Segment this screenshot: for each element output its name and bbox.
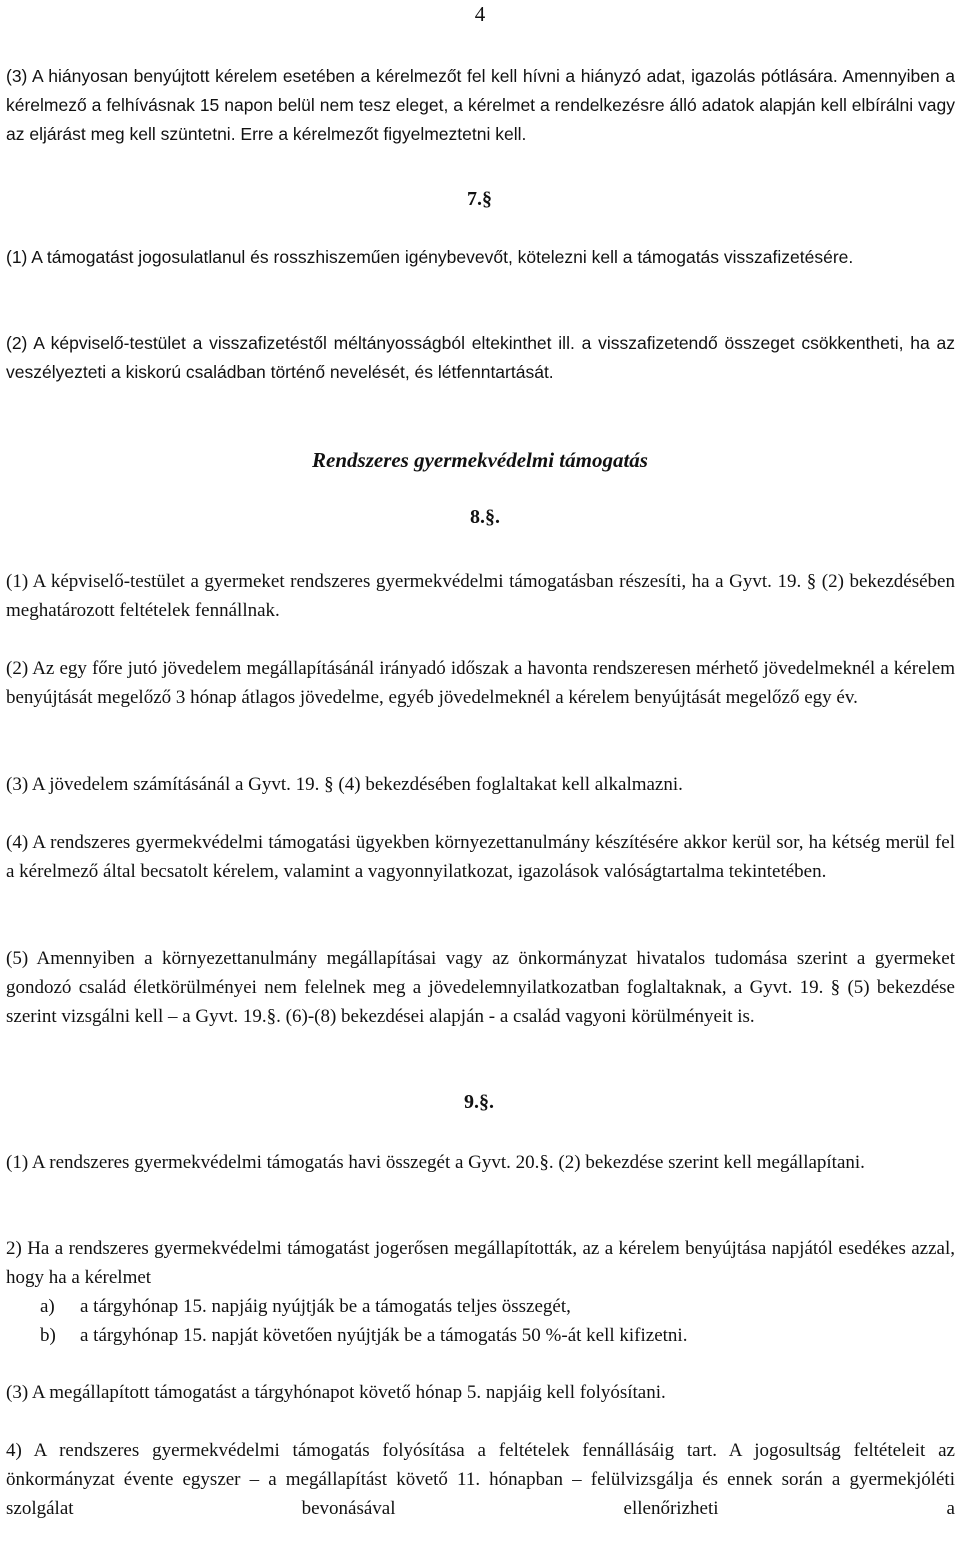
paragraph-6-3: (3) A hiányosan benyújtott kérelem esetében a kérelmezőt fel kell hívni a hiányzó adat, igazolás pótlására. Amennyiben a kérelmező a felhívásnak 15 napon belül nem tesz eleget, a kérelmet a rendelkezésre álló adatok alapján kell elbírálni vagy az eljárást meg kell szüntetni. Erre a kérelmezőt figyelmeztetni kell. [6, 66, 955, 144]
list-item [40, 1292, 571, 1321]
paragraph-9-4: 4) A rendszeres gyermekvédelmi támogatás folyósítása a feltételek fennállásáig tart. A jogosultság feltételeit az önkormányzat évente egyszer – a megállapítást követő 11. hónapban – felülvizsgálja és ennek során a gyermekjóléti szolgálat bevonásával ellenőrizheti a [6, 1440, 955, 1519]
paragraph-8-2: (2) Az egy főre jutó jövedelem megállapításánál irányadó időszak a havonta rendszeresen mérhető jövedelmeknél a kérelem benyújtását megelőző 3 hónap átlagos jövedelme, egyéb jövedelmeknél a kérelem benyújtását megelőző egy év. [6, 658, 955, 708]
list-item-label: a) [40, 1296, 55, 1317]
section-8-heading: 8.§. [470, 506, 500, 528]
paragraph-8-3: (3) A jövedelem számításánál a Gyvt. 19. § (4) bekezdésében foglaltakat kell alkalmazni. [6, 774, 683, 795]
paragraph-8-4: (4) A rendszeres gyermekvédelmi támogatási ügyekben környezettanulmány készítésére akkor kerül sor, ha kétség merül fel a kérelmező által becsatolt kérelem, valamint a vagyonnyilatkozat, igazolások valóságtartalma tekintetében. [6, 832, 955, 882]
paragraph-8-1: (1) A képviselő-testület a gyermeket rendszeres gyermekvédelmi támogatásban részesíti, ha a Gyvt. 19. § (2) bekezdésében meghatározott feltételek fennállnak. [6, 571, 955, 621]
paragraph-9-2: 2) Ha a rendszeres gyermekvédelmi támogatást jogerősen megállapították, az a kérelem benyújtása napjától esedékes azzal, hogy ha a kérelmet [6, 1238, 955, 1288]
paragraph-7-1: (1) A támogatást jogosulatlanul és rosszhiszeműen igénybevevőt, kötelezni kell a támogatás visszafizetésére. [6, 247, 854, 267]
page-number: 4 [474, 2, 486, 26]
list-item-text: a tárgyhónap 15. napját követően nyújtják be a támogatás 50 %-át kell kifizetni. [80, 1325, 688, 1346]
list-item-label: b) [40, 1325, 56, 1346]
subsection-title: Rendszeres gyermekvédelmi támogatás [312, 448, 648, 472]
list-item-text: a tárgyhónap 15. napjáig nyújtják be a támogatás teljes összegét, [80, 1296, 571, 1317]
section-7-heading: 7.§ [467, 188, 492, 210]
list-item [40, 1321, 687, 1350]
paragraph-7-2: (2) A képviselő-testület a visszafizetéstől méltányosságból eltekinthet ill. a visszafizetendő összeget csökkentheti, ha az veszélyezteti a kiskorú családban történő nevelését, és létfenntartását. [6, 333, 955, 382]
paragraph-9-1: (1) A rendszeres gyermekvédelmi támogatás havi összegét a Gyvt. 20.§. (2) bekezdése szerint kell megállapítani. [6, 1152, 865, 1173]
paragraph-8-5: (5) Amennyiben a környezettanulmány megállapításai vagy az önkormányzat hivatalos tudomása szerint a gyermeket gondozó család életkörülményei nem felelnek meg a jövedelemnyilatkozatban foglaltaknak, a Gyvt. 19. § (5) bekezdése szerint vizsgálni kell – a Gyvt. 19.§. (6)-(8) bekezdései alapján - a család vagyoni körülményeit is. [6, 948, 955, 1027]
paragraph-9-3: (3) A megállapított támogatást a tárgyhónapot követő hónap 5. napjáig kell folyósítani. [6, 1382, 666, 1403]
section-9-heading: 9.§. [464, 1091, 494, 1113]
